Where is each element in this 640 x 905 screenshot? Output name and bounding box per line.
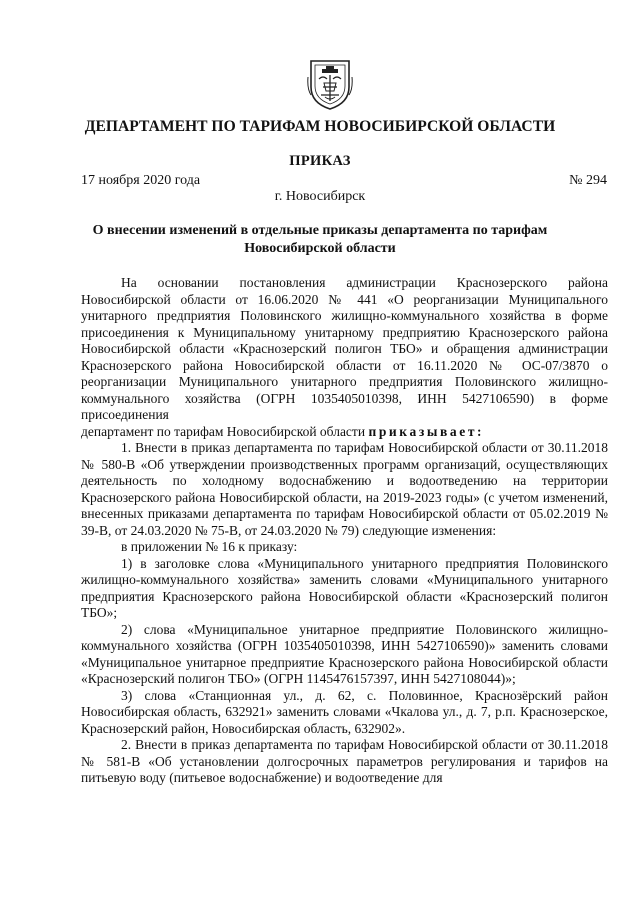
paragraph-appendix: в приложении № 16 к приказу: xyxy=(121,539,298,554)
document-type: ПРИКАЗ xyxy=(289,153,351,169)
document-number: № 294 xyxy=(569,173,607,188)
paragraph-order xyxy=(81,424,608,441)
document-city: г. Новосибирск xyxy=(274,189,366,204)
coat-of-arms-icon xyxy=(307,57,353,111)
paragraph-basis: На основании постановления администрации Краснозерского района Новосибирской области от 16.06.2020 № 441 «О реорганизации Муниципального унитарного предприятия Половинского жилищно-коммунального хозяйства в форме присоединения к Муниципальному унитарному предприятию Краснозерского района Новосибирской области «Краснозерский полигон ТБО» и обращения администрации Краснозерского района Новосибирской области от 16.11.2020 № ОС-07/3870 о реорганизации Муниципального унитарного предприятия Половинского жилищно-коммунального хозяйства (ОГРН 1035405010398, ИНН 5427106590) в форме присоединения xyxy=(81,275,608,422)
order-keyword: приказывает: xyxy=(368,423,485,439)
order-text: департамент по тарифам Новосибирской области xyxy=(81,423,369,439)
paragraph-subitem-1: 1) в заголовке слова «Муниципального унитарного предприятия Половинского жилищно-коммунального хозяйства» заменить словами «Муниципального унитарного предприятия Краснозерского района Новосибирской области «Краснозерский полигон ТБО»; xyxy=(81,555,608,620)
paragraph-subitem-2: 2) слова «Муниципальное унитарное предприятие Половинского жилищно-коммунального хозяйства (ОГРН 1035405010398, ИНН 5427106590)» заменить словами «Муниципальное унитарное предприятие Краснозерского района Новосибирской области «Краснозерский полигон ТБО» (ОГРН 1145476157397, ИНН 5427108044)»; xyxy=(81,621,608,686)
paragraph-item-1: 1. Внести в приказ департамента по тарифам Новосибирской области от 30.11.2018 № 580-В «Об утверждении производственных программ организаций, осуществляющих деятельность по холодному водоснабжению и водоотведению на территории Краснозерского района Новосибирской области, на 2019-2023 годы» (с учетом изменений, внесенных приказами департамента по тарифам Новосибирской области от 05.02.2019 № 39-В, от 24.03.2020 № 75-В, от 24.03.2020 № 79) следующие изменения: xyxy=(81,440,608,538)
document-body xyxy=(81,275,608,787)
document-title xyxy=(0,222,640,258)
document-date: 17 ноября 2020 года xyxy=(81,173,201,188)
paragraph-item-2: 2. Внести в приказ департамента по тарифам Новосибирской области от 30.11.2018 № 581-В «Об установлении долгосрочных параметров регулирования и тарифов на питьевую воду (питьевое водоснабжение) и водоотведение для xyxy=(81,737,608,785)
department-name: ДЕПАРТАМЕНТ ПО ТАРИФАМ НОВОСИБИРСКОЙ ОБЛАСТИ xyxy=(84,118,556,135)
title-line-2: Новосибирской области xyxy=(244,241,396,256)
paragraph-subitem-3: 3) слова «Станционная ул., д. 62, с. Половинное, Краснозёрский район Новосибирская область, 632921» заменить словами «Чкалова ул., д. 7, р.п. Краснозерское, Краснозерский район, Новосибирская область, 632902». xyxy=(81,687,608,736)
title-line-1: О внесении изменений в отдельные приказы департамента по тарифам xyxy=(92,223,548,238)
